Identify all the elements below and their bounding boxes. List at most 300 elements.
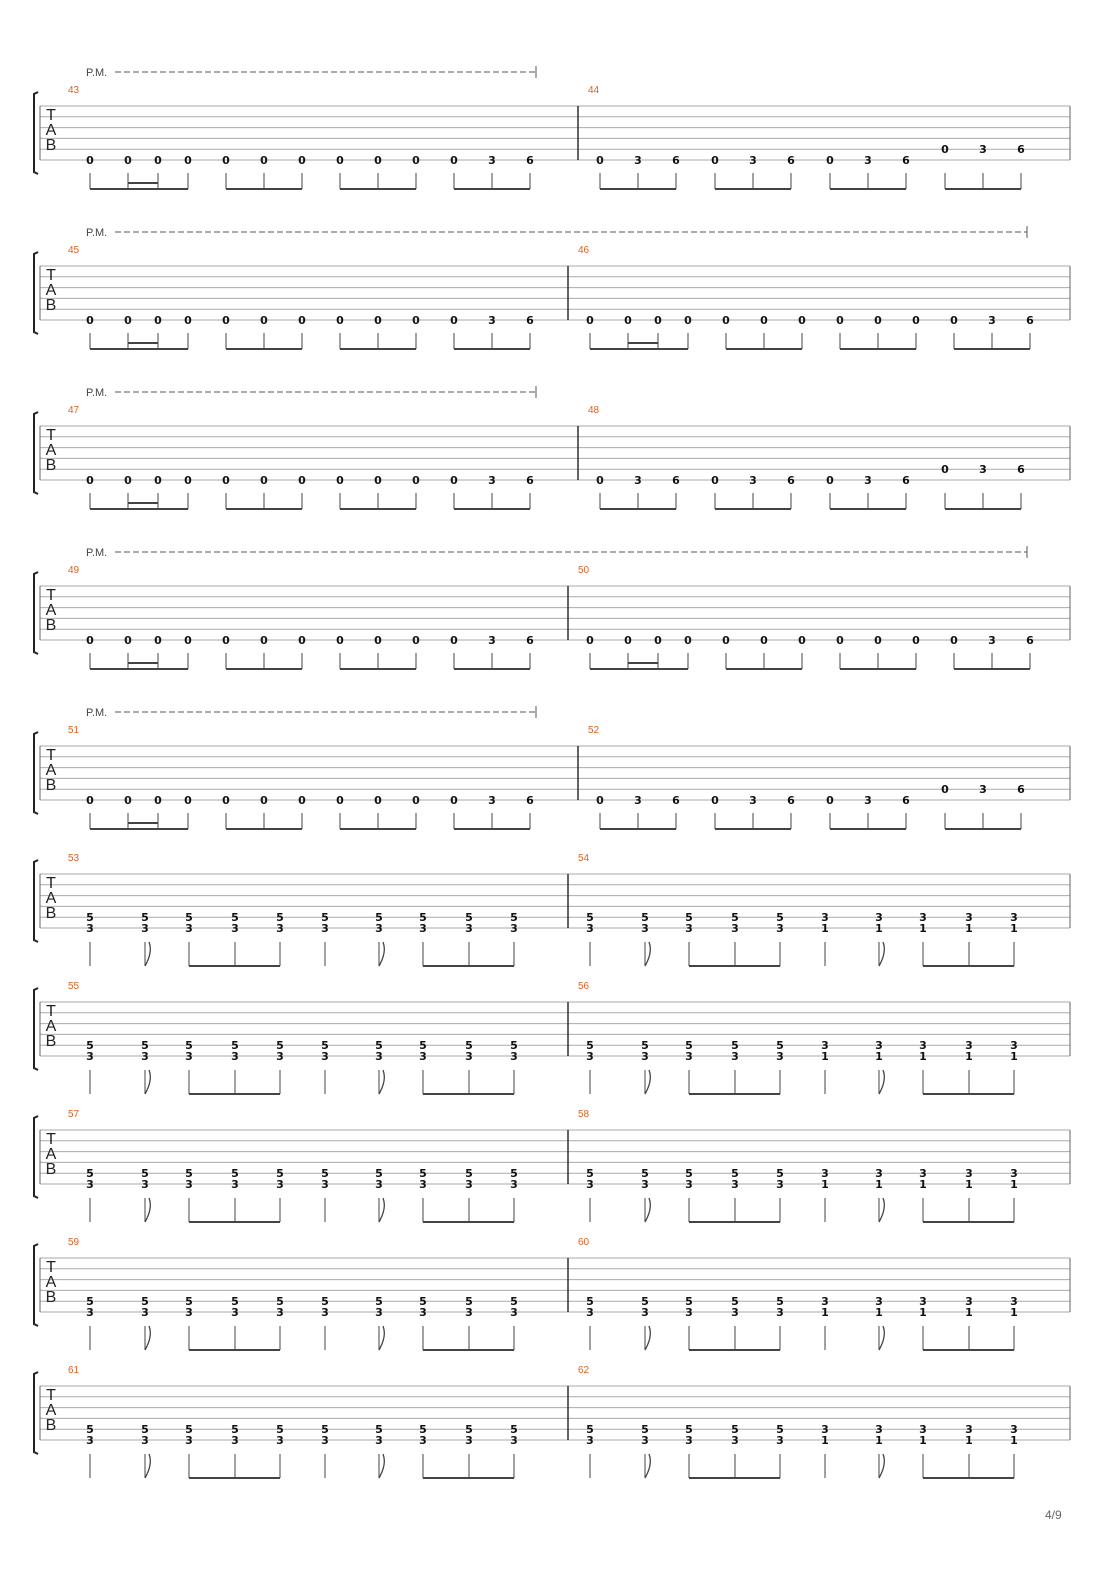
fret-number: 3: [875, 1423, 883, 1437]
fret-number: 0: [154, 474, 162, 487]
fret-number: 3: [731, 1434, 739, 1447]
fret-number: 3: [749, 794, 757, 807]
fret-number: 5: [375, 1167, 383, 1181]
fret-number: 1: [919, 1050, 927, 1063]
fret-number: 0: [760, 314, 768, 327]
fret-number: 3: [231, 1306, 239, 1319]
system: [34, 66, 1070, 189]
fret-number: 0: [124, 794, 132, 807]
system-bracket: [34, 732, 38, 814]
fret-number: 0: [874, 314, 882, 327]
fret-number: 5: [776, 1423, 784, 1437]
fret-number: 3: [875, 1039, 883, 1053]
note-flag: [879, 1070, 884, 1094]
note-flag: [145, 1454, 150, 1478]
fret-number: 0: [412, 474, 420, 487]
fret-number: 0: [596, 154, 604, 167]
fret-number: 3: [141, 922, 149, 935]
fret-number: 0: [336, 314, 344, 327]
fret-number: 5: [375, 1423, 383, 1437]
fret-number: 5: [231, 1295, 239, 1309]
system-bracket: [34, 1372, 38, 1454]
page-number: 4/9: [1045, 1508, 1062, 1522]
note-flag: [379, 1070, 384, 1094]
note-flag: [379, 1198, 384, 1222]
fret-number: 3: [276, 1434, 284, 1447]
fret-number: 5: [776, 1167, 784, 1181]
fret-number: 0: [374, 154, 382, 167]
tab-clef-letter: A: [45, 1402, 57, 1419]
fret-number: 0: [711, 154, 719, 167]
system-bracket: [34, 1116, 38, 1198]
fret-number: 3: [875, 1295, 883, 1309]
fret-number: 5: [419, 1295, 427, 1309]
palm-mute-label: P.M.: [86, 547, 108, 559]
fret-number: 0: [184, 314, 192, 327]
fret-number: 1: [919, 1306, 927, 1319]
fret-number: 3: [749, 154, 757, 167]
tab-clef-letter: B: [45, 777, 57, 794]
fret-number: 1: [1010, 1306, 1018, 1319]
fret-number: 5: [185, 1423, 193, 1437]
tab-clef-letter: A: [45, 122, 57, 139]
fret-number: 0: [941, 783, 949, 797]
note-flag: [645, 1326, 650, 1350]
fret-number: 0: [450, 794, 458, 807]
fret-number: 0: [260, 154, 268, 167]
fret-number: 5: [465, 1039, 473, 1053]
fret-number: 3: [965, 1039, 973, 1053]
fret-number: 3: [419, 922, 427, 935]
fret-number: 0: [711, 474, 719, 487]
tab-clef-letter: A: [45, 762, 57, 779]
measure-number: 60: [578, 1237, 590, 1248]
fret-number: 3: [776, 1434, 784, 1447]
fret-number: 5: [231, 1039, 239, 1053]
system: [34, 226, 1070, 349]
fret-number: 6: [526, 634, 534, 647]
system-bracket: [34, 252, 38, 334]
fret-number: 5: [465, 1423, 473, 1437]
fret-number: 3: [419, 1306, 427, 1319]
fret-number: 3: [488, 314, 496, 327]
fret-number: 3: [731, 1178, 739, 1191]
fret-number: 3: [641, 1178, 649, 1191]
note-flag: [145, 1070, 150, 1094]
fret-number: 0: [86, 154, 94, 167]
fret-number: 0: [298, 154, 306, 167]
system-bracket: [34, 860, 38, 942]
fret-number: 0: [684, 634, 692, 647]
fret-number: 5: [276, 1295, 284, 1309]
fret-number: 0: [86, 794, 94, 807]
fret-number: 5: [321, 1423, 329, 1437]
system-bracket: [34, 1244, 38, 1326]
fret-number: 6: [902, 474, 910, 487]
fret-number: 3: [141, 1434, 149, 1447]
fret-number: 3: [685, 1306, 693, 1319]
fret-number: 0: [184, 474, 192, 487]
fret-number: 5: [185, 911, 193, 925]
fret-number: 3: [641, 1434, 649, 1447]
fret-number: 3: [419, 1434, 427, 1447]
note-flag: [145, 1326, 150, 1350]
fret-number: 1: [919, 1434, 927, 1447]
fret-number: 5: [776, 1295, 784, 1309]
measure-number: 62: [578, 1365, 590, 1376]
fret-number: 0: [222, 314, 230, 327]
system: [34, 546, 1070, 669]
note-flag: [645, 1198, 650, 1222]
fret-number: 0: [184, 154, 192, 167]
fret-number: 5: [141, 1423, 149, 1437]
palm-mute-label: P.M.: [86, 387, 108, 399]
fret-number: 0: [798, 634, 806, 647]
fret-number: 0: [298, 794, 306, 807]
fret-number: 3: [488, 154, 496, 167]
fret-number: 6: [787, 794, 795, 807]
fret-number: 3: [685, 1178, 693, 1191]
fret-number: 3: [685, 1434, 693, 1447]
fret-number: 0: [260, 794, 268, 807]
fret-number: 0: [836, 634, 844, 647]
fret-number: 3: [979, 783, 987, 797]
fret-number: 5: [375, 1295, 383, 1309]
fret-number: 6: [672, 154, 680, 167]
fret-number: 1: [919, 1178, 927, 1191]
fret-number: 5: [641, 1295, 649, 1309]
fret-number: 3: [185, 1050, 193, 1063]
fret-number: 3: [185, 922, 193, 935]
fret-number: 5: [731, 1295, 739, 1309]
fret-number: 0: [654, 634, 662, 647]
note-flag: [645, 1454, 650, 1478]
system: [34, 706, 1070, 829]
fret-number: 5: [731, 1167, 739, 1181]
fret-number: 5: [419, 1167, 427, 1181]
fret-number: 0: [298, 474, 306, 487]
fret-number: 1: [1010, 922, 1018, 935]
fret-number: 0: [912, 314, 920, 327]
fret-number: 5: [731, 1039, 739, 1053]
tab-clef-letter: T: [46, 747, 56, 764]
fret-number: 0: [260, 634, 268, 647]
note-flag: [145, 942, 150, 966]
fret-number: 3: [321, 1434, 329, 1447]
fret-number: 3: [510, 1306, 518, 1319]
system: [34, 386, 1070, 509]
fret-number: 1: [821, 922, 829, 935]
fret-number: 3: [875, 1167, 883, 1181]
note-flag: [379, 1326, 384, 1350]
fret-number: 3: [749, 474, 757, 487]
fret-number: 3: [419, 1178, 427, 1191]
fret-number: 5: [510, 1167, 518, 1181]
fret-number: 0: [374, 314, 382, 327]
fret-number: 0: [941, 463, 949, 477]
tab-clef-letter: A: [45, 1018, 57, 1035]
fret-number: 5: [641, 1039, 649, 1053]
fret-number: 0: [184, 794, 192, 807]
fret-number: 6: [526, 314, 534, 327]
fret-number: 1: [821, 1306, 829, 1319]
fret-number: 3: [965, 911, 973, 925]
fret-number: 5: [776, 911, 784, 925]
fret-number: 5: [419, 1423, 427, 1437]
fret-number: 5: [685, 1423, 693, 1437]
palm-mute-label: P.M.: [86, 227, 108, 239]
fret-number: 5: [321, 1167, 329, 1181]
fret-number: 5: [141, 911, 149, 925]
fret-number: 0: [86, 474, 94, 487]
fret-number: 0: [222, 474, 230, 487]
fret-number: 3: [510, 1434, 518, 1447]
fret-number: 0: [760, 634, 768, 647]
fret-number: 3: [375, 1434, 383, 1447]
tab-clef-letter: A: [45, 1274, 57, 1291]
system: [34, 1365, 1070, 1478]
note-flag: [879, 1326, 884, 1350]
fret-number: 0: [374, 474, 382, 487]
measure-number: 45: [68, 245, 80, 256]
fret-number: 0: [836, 314, 844, 327]
fret-number: 0: [298, 634, 306, 647]
fret-number: 3: [86, 1050, 94, 1063]
fret-number: 5: [731, 1423, 739, 1437]
tab-clef-letter: T: [46, 267, 56, 284]
fret-number: 0: [684, 314, 692, 327]
fret-number: 3: [488, 794, 496, 807]
fret-number: 3: [185, 1178, 193, 1191]
fret-number: 1: [1010, 1434, 1018, 1447]
fret-number: 6: [902, 794, 910, 807]
fret-number: 0: [624, 314, 632, 327]
tab-clef-letter: A: [45, 602, 57, 619]
measure-number: 47: [68, 405, 80, 416]
fret-number: 3: [919, 911, 927, 925]
fret-number: 0: [336, 634, 344, 647]
measure-number: 52: [588, 725, 600, 736]
fret-number: 5: [776, 1039, 784, 1053]
fret-number: 3: [141, 1050, 149, 1063]
fret-number: 1: [875, 1306, 883, 1319]
fret-number: 0: [260, 474, 268, 487]
fret-number: 0: [154, 154, 162, 167]
measure-number: 43: [68, 85, 80, 96]
fret-number: 0: [722, 634, 730, 647]
fret-number: 3: [586, 1050, 594, 1063]
fret-number: 5: [375, 911, 383, 925]
fret-number: 3: [1010, 1167, 1018, 1181]
fret-number: 0: [154, 634, 162, 647]
fret-number: 3: [321, 1306, 329, 1319]
fret-number: 6: [787, 474, 795, 487]
fret-number: 3: [465, 1434, 473, 1447]
fret-number: 3: [776, 1178, 784, 1191]
palm-mute-label: P.M.: [86, 707, 108, 719]
palm-mute-label: P.M.: [86, 67, 108, 79]
fret-number: 3: [821, 1167, 829, 1181]
fret-number: 0: [336, 794, 344, 807]
measure-number: 55: [68, 981, 80, 992]
fret-number: 5: [321, 1039, 329, 1053]
fret-number: 6: [672, 794, 680, 807]
system-bracket: [34, 572, 38, 654]
fret-number: 5: [276, 1167, 284, 1181]
fret-number: 3: [685, 922, 693, 935]
fret-number: 3: [634, 474, 642, 487]
fret-number: 1: [965, 1178, 973, 1191]
fret-number: 0: [950, 634, 958, 647]
fret-number: 0: [222, 794, 230, 807]
fret-number: 3: [919, 1295, 927, 1309]
fret-number: 5: [231, 1167, 239, 1181]
fret-number: 3: [141, 1306, 149, 1319]
fret-number: 3: [641, 1050, 649, 1063]
fret-number: 6: [1026, 634, 1034, 647]
tab-clef-letter: B: [45, 457, 57, 474]
fret-number: 3: [375, 1178, 383, 1191]
measure-number: 61: [68, 1365, 80, 1376]
fret-number: 0: [298, 314, 306, 327]
fret-number: 5: [375, 1039, 383, 1053]
fret-number: 1: [965, 922, 973, 935]
fret-number: 1: [965, 1306, 973, 1319]
fret-number: 0: [374, 794, 382, 807]
tab-clef-letter: B: [45, 617, 57, 634]
tab-clef-letter: B: [45, 1289, 57, 1306]
fret-number: 0: [412, 154, 420, 167]
fret-number: 5: [465, 911, 473, 925]
fret-number: 3: [776, 922, 784, 935]
tab-clef-letter: B: [45, 1033, 57, 1050]
fret-number: 3: [919, 1167, 927, 1181]
note-flag: [645, 1070, 650, 1094]
tab-clef-letter: B: [45, 1161, 57, 1178]
fret-number: 0: [596, 794, 604, 807]
fret-number: 3: [821, 1039, 829, 1053]
fret-number: 5: [231, 1423, 239, 1437]
fret-number: 3: [641, 1306, 649, 1319]
tab-clef-letter: B: [45, 1417, 57, 1434]
fret-number: 3: [965, 1167, 973, 1181]
fret-number: 5: [586, 1167, 594, 1181]
fret-number: 1: [919, 922, 927, 935]
system: [34, 1237, 1070, 1350]
fret-number: 0: [624, 634, 632, 647]
fret-number: 5: [465, 1295, 473, 1309]
fret-number: 6: [1017, 463, 1025, 477]
fret-number: 3: [864, 474, 872, 487]
fret-number: 0: [586, 314, 594, 327]
fret-number: 5: [510, 1039, 518, 1053]
fret-number: 0: [222, 634, 230, 647]
measure-number: 58: [578, 1109, 590, 1120]
fret-number: 3: [731, 1050, 739, 1063]
measure-number: 56: [578, 981, 590, 992]
fret-number: 0: [222, 154, 230, 167]
fret-number: 3: [875, 911, 883, 925]
measure-number: 44: [588, 85, 600, 96]
fret-number: 5: [141, 1039, 149, 1053]
fret-number: 3: [419, 1050, 427, 1063]
tab-clef-letter: T: [46, 1387, 56, 1404]
fret-number: 5: [586, 1295, 594, 1309]
measure-number: 46: [578, 245, 590, 256]
fret-number: 5: [685, 1167, 693, 1181]
note-flag: [379, 1454, 384, 1478]
fret-number: 3: [86, 1306, 94, 1319]
tab-clef-letter: B: [45, 905, 57, 922]
note-flag: [879, 1454, 884, 1478]
tab-clef-letter: T: [46, 1131, 56, 1148]
fret-number: 3: [375, 1306, 383, 1319]
fret-number: 0: [941, 143, 949, 157]
system-bracket: [34, 988, 38, 1070]
fret-number: 5: [510, 1423, 518, 1437]
fret-number: 0: [124, 314, 132, 327]
measure-number: 51: [68, 725, 80, 736]
fret-number: 5: [685, 911, 693, 925]
fret-number: 6: [526, 474, 534, 487]
fret-number: 3: [1010, 1039, 1018, 1053]
fret-number: 3: [988, 634, 996, 647]
fret-number: 5: [586, 1039, 594, 1053]
fret-number: 5: [141, 1295, 149, 1309]
fret-number: 5: [641, 1423, 649, 1437]
fret-number: 3: [510, 922, 518, 935]
fret-number: 0: [336, 154, 344, 167]
fret-number: 6: [526, 154, 534, 167]
fret-number: 5: [321, 911, 329, 925]
fret-number: 5: [586, 1423, 594, 1437]
fret-number: 3: [586, 922, 594, 935]
fret-number: 1: [875, 1434, 883, 1447]
fret-number: 0: [124, 634, 132, 647]
fret-number: 3: [321, 922, 329, 935]
fret-number: 3: [231, 1050, 239, 1063]
system-bracket: [34, 92, 38, 174]
fret-number: 0: [154, 314, 162, 327]
measure-number: 48: [588, 405, 600, 416]
tab-clef-letter: T: [46, 875, 56, 892]
fret-number: 5: [586, 911, 594, 925]
fret-number: 3: [641, 922, 649, 935]
fret-number: 0: [654, 314, 662, 327]
fret-number: 5: [641, 1167, 649, 1181]
tab-clef-letter: B: [45, 137, 57, 154]
fret-number: 0: [950, 314, 958, 327]
fret-number: 1: [821, 1434, 829, 1447]
fret-number: 5: [185, 1167, 193, 1181]
fret-number: 5: [276, 911, 284, 925]
tab-clef-letter: T: [46, 1003, 56, 1020]
fret-number: 0: [86, 634, 94, 647]
fret-number: 5: [86, 1167, 94, 1181]
fret-number: 3: [919, 1423, 927, 1437]
fret-number: 0: [450, 634, 458, 647]
measure-number: 50: [578, 565, 590, 576]
fret-number: 3: [821, 1295, 829, 1309]
measure-number: 59: [68, 1237, 80, 1248]
fret-number: 3: [321, 1178, 329, 1191]
fret-number: 0: [260, 314, 268, 327]
fret-number: 3: [510, 1050, 518, 1063]
fret-number: 3: [465, 1178, 473, 1191]
note-flag: [379, 942, 384, 966]
fret-number: 3: [465, 1050, 473, 1063]
fret-number: 3: [375, 1050, 383, 1063]
